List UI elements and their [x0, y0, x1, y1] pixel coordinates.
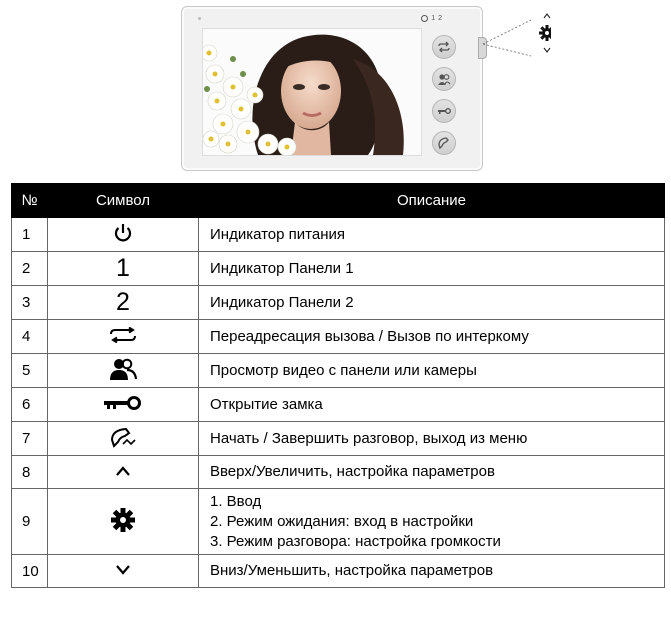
user-view-icon — [109, 357, 137, 385]
table-row — [12, 320, 665, 354]
description-line: Вверх/Увеличить, настройка параметров — [210, 463, 495, 480]
callout-line-upper — [483, 20, 531, 44]
table-row — [12, 422, 665, 456]
row-number: 5 — [12, 354, 48, 388]
led-circle — [421, 15, 428, 22]
transfer-icon — [108, 327, 138, 347]
intercom-monitor-illustration — [181, 6, 483, 171]
row-number: 6 — [12, 388, 48, 422]
digit-2: 2 — [116, 288, 130, 316]
led-label-1: 1 — [431, 15, 436, 22]
talk-button[interactable] — [432, 131, 456, 155]
gear-icon — [539, 25, 551, 41]
monitor-screen-photo — [202, 28, 422, 156]
chevron-down-icon — [115, 563, 131, 580]
row-description — [199, 252, 665, 286]
description-line: Начать / Завершить разговор, выход из меню — [210, 429, 528, 447]
led-label-2: 2 — [438, 15, 442, 22]
row-symbol — [48, 252, 199, 286]
table-row — [12, 388, 665, 422]
row-symbol — [48, 354, 199, 388]
phone-icon — [437, 136, 451, 150]
table-row — [12, 286, 665, 320]
description-line: Индикатор Панели 2 — [210, 293, 354, 311]
header-symbol: Символ — [48, 184, 199, 218]
panel-indicator-leds — [421, 15, 442, 22]
row-description — [199, 388, 665, 422]
table-row — [12, 489, 665, 555]
row-symbol — [48, 320, 199, 354]
row-description — [199, 555, 665, 588]
row-symbol — [48, 489, 199, 555]
table-row — [12, 354, 665, 388]
description-line: Открытие замка — [210, 395, 323, 413]
row-number: 10 — [12, 555, 48, 588]
description-line: Просмотр видео с панели или камеры — [210, 361, 477, 379]
unlock-button[interactable] — [432, 99, 456, 123]
description-line: 2. Режим ожидания: вход в настройки — [210, 512, 474, 530]
power-indicator-dot — [198, 17, 201, 20]
table-row — [12, 218, 665, 252]
row-description — [199, 354, 665, 388]
row-number: 1 — [12, 218, 48, 252]
row-description — [199, 218, 665, 252]
description-line: Переадресация вызова / Вызов по интеркому — [210, 327, 529, 345]
table-header-row — [12, 184, 665, 218]
key-icon — [103, 395, 143, 415]
description-line: 3. Режим разговора: настройка громкости — [210, 532, 501, 550]
symbols-table — [11, 183, 665, 588]
power-icon — [112, 222, 134, 248]
row-symbol — [48, 555, 199, 588]
row-symbol — [48, 388, 199, 422]
row-description — [199, 320, 665, 354]
row-number: 3 — [12, 286, 48, 320]
row-number: 4 — [12, 320, 48, 354]
row-symbol — [48, 456, 199, 489]
table-row — [12, 555, 665, 588]
chevron-down-icon — [544, 48, 550, 52]
description-line: 1. Ввод — [210, 492, 262, 510]
row-number: 7 — [12, 422, 48, 456]
table-row — [12, 252, 665, 286]
row-number: 2 — [12, 252, 48, 286]
chevron-up-icon — [115, 464, 131, 481]
description-line: Индикатор Панели 1 — [210, 259, 354, 277]
row-description — [199, 422, 665, 456]
description-line: Индикатор питания — [210, 225, 345, 243]
row-symbol — [48, 286, 199, 320]
monitor-button[interactable] — [432, 67, 456, 91]
digit-1: 1 — [116, 254, 130, 282]
joystick-callout — [481, 12, 551, 62]
row-symbol — [48, 218, 199, 252]
table-row — [12, 456, 665, 489]
user-view-icon — [437, 72, 451, 86]
header-num: № — [12, 184, 48, 218]
row-description — [199, 489, 665, 555]
description-line: Вниз/Уменьшить, настройка параметров — [210, 562, 494, 579]
chevron-up-icon — [544, 14, 550, 18]
header-description: Описание — [199, 184, 665, 218]
transfer-button[interactable] — [432, 35, 456, 59]
row-number: 8 — [12, 456, 48, 489]
woman-with-flowers-photo — [203, 29, 421, 155]
row-number: 9 — [12, 489, 48, 555]
gear-icon — [110, 507, 136, 537]
transfer-icon — [437, 40, 451, 54]
callout-line-lower — [483, 44, 531, 56]
row-description — [199, 456, 665, 489]
row-description — [199, 286, 665, 320]
key-icon — [437, 104, 451, 118]
row-symbol — [48, 422, 199, 456]
phone-icon — [109, 426, 137, 452]
